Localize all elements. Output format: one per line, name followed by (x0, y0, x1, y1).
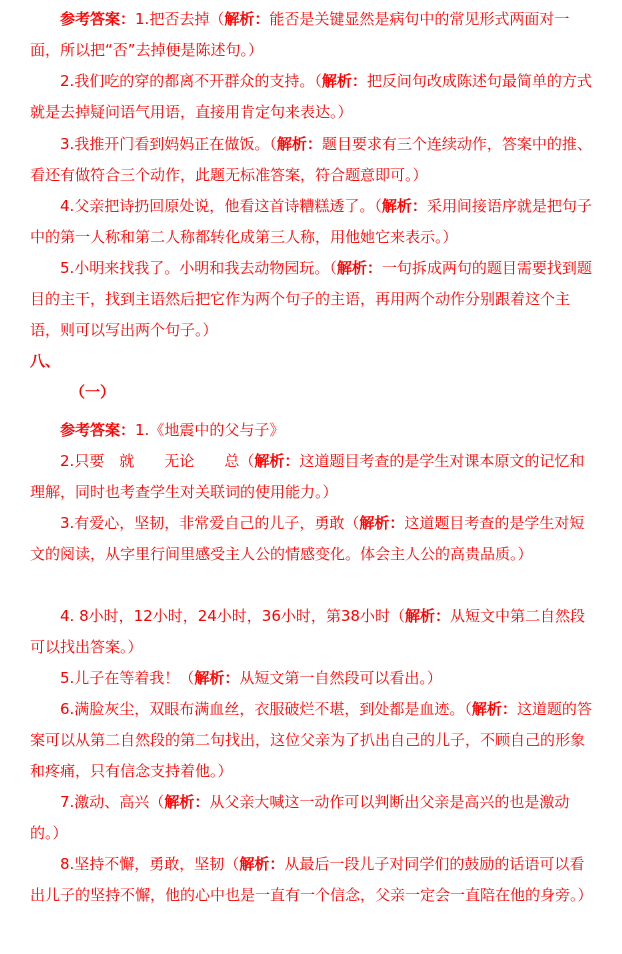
answer-item-8-2 (30, 446, 592, 508)
answer-text: 3.我推开门看到妈妈正在做饭。（ (60, 135, 277, 153)
section-heading: 八、 (30, 352, 61, 370)
analysis-text: 这道题的答案可以从第二自然段的第二句找出，这位父亲为了扒出自己的儿子，不顾自己的形象和疼痛，只有信念支持着他。） (30, 700, 592, 780)
analysis-text: 把反问句改成陈述句最简单的方式就是去掉疑问语气用语，直接用肯定句来表达。） (30, 72, 592, 121)
answer-label: 参考答案： (60, 10, 136, 28)
analysis-label: 解析： (471, 700, 517, 718)
analysis-label: 解析： (194, 669, 240, 687)
answer-text: 2.只要 就 无论 总（ (60, 452, 255, 470)
answer-text: 1.把否去掉（ (135, 10, 225, 28)
analysis-label: 解析： (276, 135, 322, 153)
answer-item-8-4 (30, 601, 592, 663)
answer-item-4 (30, 191, 592, 253)
analysis-text: 这道题目考查的是学生对课本原文的记忆和理解，同时也考查学生对关联词的使用能力。） (30, 452, 585, 501)
answer-item-3 (30, 129, 592, 191)
analysis-text: 从最后一段儿子对同学们的鼓励的话语可以看出儿子的坚持不懈，他的心中也是一直有一个信念，父亲一定会一直陪在他的身旁。） (30, 855, 593, 904)
analysis-text: 一句拆成两句的题目需要找到题目的主干，找到主语然后把它作为两个句子的主语，再用两个动作分别跟着这个主语，则可以写出两个句子。） (30, 259, 592, 339)
answer-item-1 (30, 4, 592, 66)
answer-item-8-6 (30, 694, 592, 787)
answer-item-8-3 (30, 508, 592, 570)
analysis-text: 题目要求有三个连续动作，答案中的推、看还有做符合三个动作，此题无标准答案，符合题意即可。） (30, 135, 592, 184)
answer-text: 8.坚持不懈，勇敢，坚韧（ (60, 855, 240, 873)
answer-item-8-8 (30, 849, 592, 911)
answer-text: 2.我们吃的穿的都离不开群众的支持。（ (60, 72, 322, 90)
answer-item-2 (30, 66, 592, 128)
answer-item-8-5 (30, 663, 592, 694)
answer-text: 4.父亲把诗扔回原处说，他看这首诗糟糕透了。（ (60, 197, 382, 215)
answer-item-8-7 (30, 787, 592, 849)
analysis-label: 解析： (359, 514, 405, 532)
answer-text: 5.小明来找我了。小明和我去动物园玩。（ (60, 259, 337, 277)
answer-text: 6.满脸灰尘，双眼布满血丝，衣服破烂不堪，到处都是血迹。（ (60, 700, 472, 718)
analysis-label: 解析： (224, 10, 270, 28)
analysis-label: 解析： (381, 197, 427, 215)
analysis-label: 解析： (254, 452, 300, 470)
analysis-text: 能否是关键显然是病句中的常见形式两面对一面，所以把“否”去掉便是陈述句。） (30, 10, 570, 59)
analysis-label: 解析： (321, 72, 367, 90)
analysis-label: 解析： (164, 793, 210, 811)
answer-item-8-1 (30, 415, 592, 446)
answer-text: 4. 8小时，12小时，24小时，36小时，第38小时（ (60, 607, 405, 625)
analysis-label: 解析： (404, 607, 450, 625)
answer-label: 参考答案： (60, 421, 136, 439)
analysis-text: 从短文中第二自然段可以找出答案。） (30, 607, 586, 656)
subsection-heading: （一） (70, 383, 116, 401)
analysis-label: 解析： (336, 259, 382, 277)
analysis-text: 从父亲大喊这一动作可以判断出父亲是高兴的也是激动的。） (30, 793, 570, 842)
analysis-label: 解析： (239, 855, 285, 873)
answer-item-5 (30, 253, 592, 346)
answer-text: 7.激动、高兴（ (60, 793, 165, 811)
answer-text: 1.《地震中的父与子》 (135, 421, 285, 439)
analysis-text: 从短文第一自然段可以看出。） (239, 669, 442, 687)
answer-text: 5.儿子在等着我！（ (60, 669, 195, 687)
analysis-text: 这道题目考查的是学生对短文的阅读，从字里行间里感受主人公的情感变化。体会主人公的高贵品质。） (30, 514, 585, 563)
analysis-text: 采用间接语序就是把句子中的第一人称和第二人称都转化成第三人称，用他她它来表示。） (30, 197, 592, 246)
answer-text: 3.有爱心，坚韧，非常爱自己的儿子，勇敢（ (60, 514, 360, 532)
